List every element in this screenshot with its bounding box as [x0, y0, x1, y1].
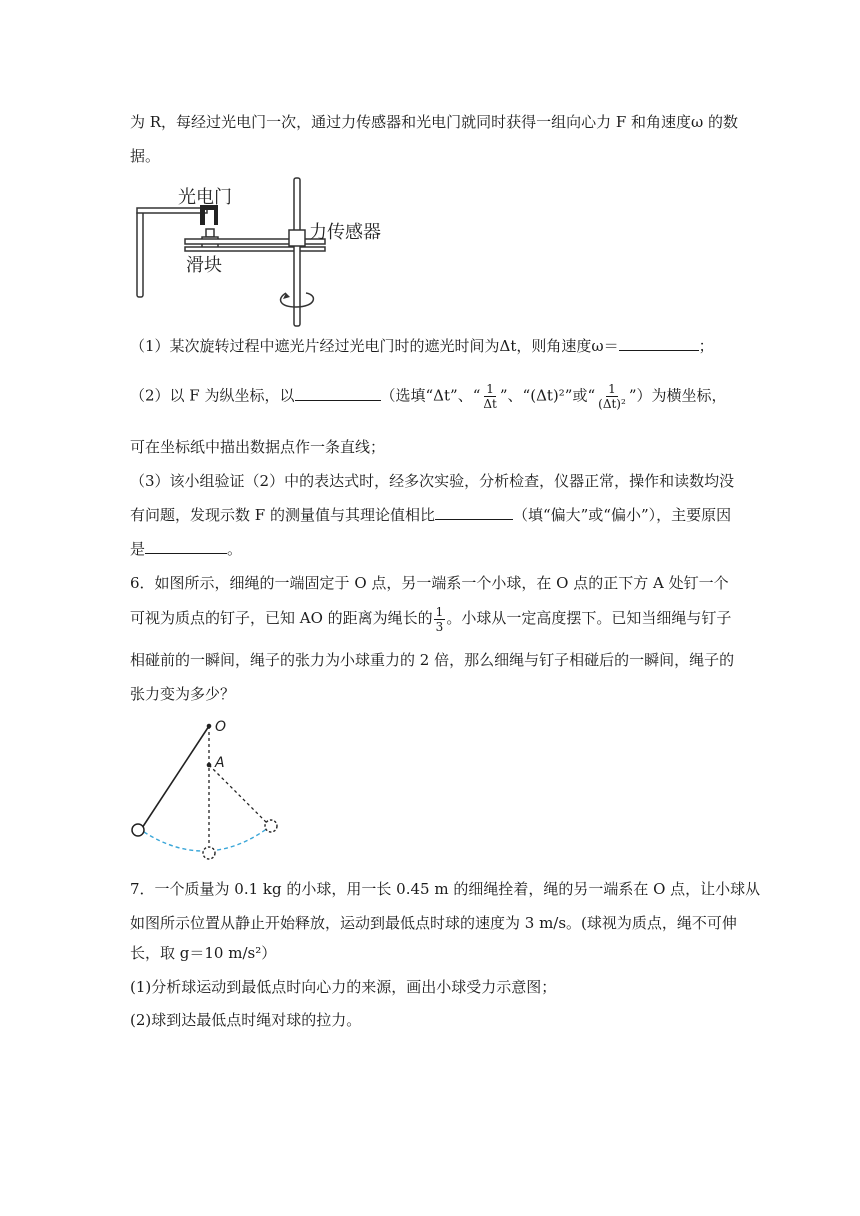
q5-part3-line1: （3）该小组验证（2）中的表达式时，经多次实验，分析检查，仪器正常，操作和读数均没	[130, 472, 735, 490]
answer-blank	[435, 505, 513, 520]
ball-start	[132, 824, 144, 836]
apparatus-figure	[128, 175, 398, 330]
answer-blank	[295, 386, 381, 401]
vertical-shaft	[294, 178, 300, 326]
force-sensor-label: 力传感器	[309, 222, 381, 243]
ball-right	[265, 820, 277, 832]
q5-part2: （2）以 F 为纵坐标，以 （选填“Δt”、“ $\frac{1}{\Delta t}$ ”、“(Δt)²”或“ $\frac{1}{\text{(Δt)²}}$ ”）为横坐标，	[130, 382, 727, 411]
q5-part3-line3: 是 。	[130, 540, 243, 558]
q7-line3: 长，取 g＝10 m/s²）	[130, 944, 277, 962]
intro-line-1: 为 R，每经过光电门一次，通过力传感器和光电门就同时获得一组向心力 F 和角速度ω 的数	[130, 113, 739, 131]
fraction: $\frac{1}{3}$	[435, 604, 444, 634]
fraction: $\frac{1}{\text{(Δt)²}}$	[598, 382, 626, 411]
q6-line4: 张力变为多少？	[130, 685, 236, 703]
force-sensor-box	[289, 230, 305, 246]
pendulum-figure	[125, 712, 285, 864]
ball-bottom	[203, 847, 215, 859]
answer-blank	[619, 336, 699, 351]
q7-line1: 7．一个质量为 0.1 kg 的小球，用一长 0.45 m 的细绳拴着，绳的另一端系在 O 点，让小球从	[130, 880, 761, 898]
label-a: A	[215, 755, 225, 771]
left-post	[137, 211, 143, 297]
slider-tab	[206, 229, 214, 237]
string-line	[142, 726, 209, 828]
q6-line1: 6．如图所示，细绳的一端固定于 O 点，另一端系一个小球，在 O 点的正下方 A 处钉一个	[130, 574, 729, 592]
q7-sub1: (1)分析球运动到最低点时向心力的来源，画出小球受力示意图；	[130, 978, 557, 996]
base-bar	[185, 247, 325, 251]
q5-part3-line2: 有问题，发现示数 F 的测量值与其理论值相比 （填“偏大”或“偏小”），主要原因	[130, 506, 732, 524]
answer-blank	[145, 539, 227, 554]
label-o: O	[215, 719, 227, 735]
gate-arm	[137, 208, 207, 213]
q5-part2-line2: 可在坐标纸中描出数据点作一条直线；	[130, 438, 386, 456]
photogate-label: 光电门	[178, 187, 232, 208]
intro-line-2: 据。	[130, 147, 161, 165]
q7-sub2: (2)球到达最低点时绳对球的拉力。	[130, 1011, 362, 1029]
q6-line2: 可视为质点的钉子，已知 AO 的距离为绳长的 $\frac{1}{3}$ 。小球从一定高度摆下。已知当细绳与钉子	[130, 604, 732, 634]
q6-line3: 相碰前的一瞬间，绳子的张力为小球重力的 2 倍，那么细绳与钉子相碰后的一瞬间，绳子的	[130, 651, 735, 669]
q5-part1: （1）某次旋转过程中遮光片经过光电门时的遮光时间为Δt，则角速度ω＝ ；	[130, 337, 714, 355]
fraction: $\frac{1}{\Delta t}$	[483, 382, 497, 411]
string-after-peg-dashed	[209, 765, 268, 824]
q7-line2: 如图所示位置从静止开始释放，运动到最低点时球的速度为 3 m/s。(球视为质点，绳不可伸	[130, 914, 737, 932]
slider-label: 滑块	[186, 255, 222, 276]
photogate-block	[200, 205, 218, 225]
